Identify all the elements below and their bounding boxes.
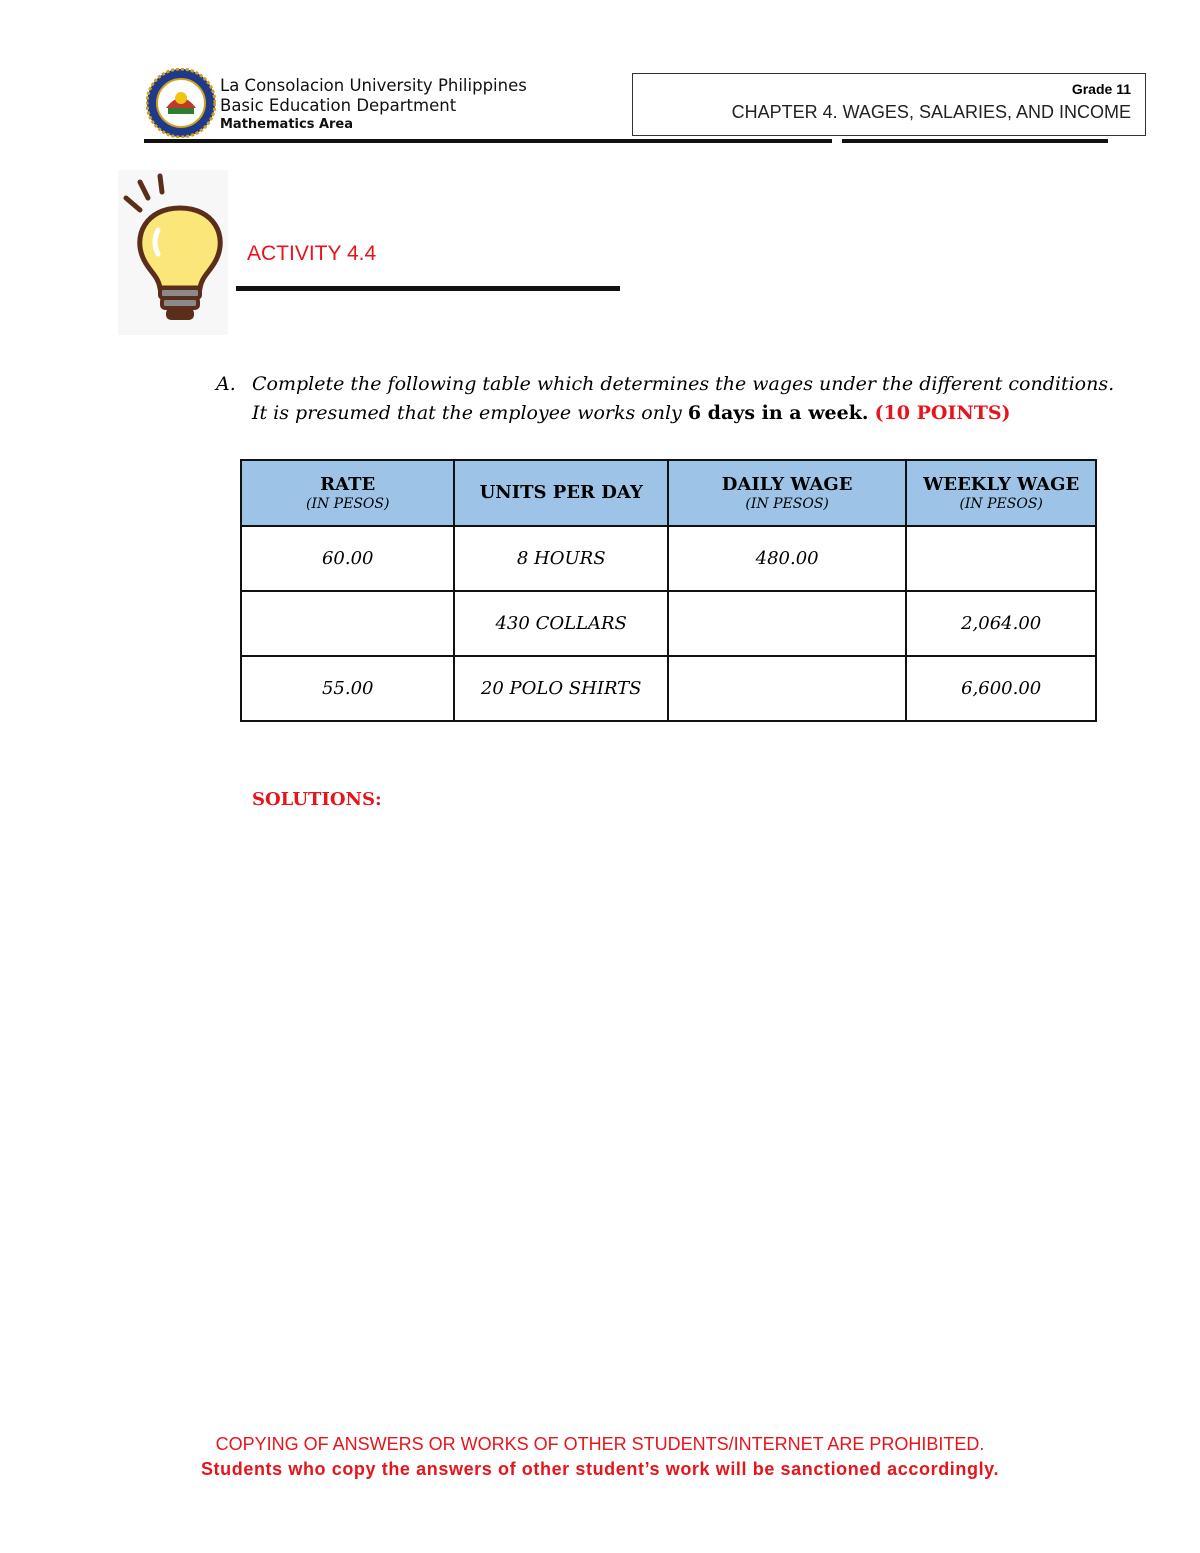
table-header-row [241,460,1096,526]
cell-daily-wage [668,656,906,721]
cell-daily-wage [668,591,906,656]
header-weekly-wage [906,460,1096,526]
cell-weekly-wage: 2,064.00 [906,591,1096,656]
header-daily-wage [668,460,906,526]
header-title: DAILY WAGE [721,474,853,495]
cell-rate: 55.00 [241,656,454,721]
instruction-text-2: It is presumed that the employee works only [252,402,688,424]
header-divider-right [842,139,1108,143]
instructions [216,370,1156,428]
cell-units: 8 HOURS [454,526,668,591]
instruction-line-1 [216,370,1156,399]
school-info [220,76,527,134]
header-rate [241,460,454,526]
header-title: WEEKLY WAGE [923,474,1080,495]
table-row [241,656,1096,721]
header-divider-left [144,139,832,143]
school-name: La Consolacion University Philippines [220,76,527,95]
grade-label: Grade 11 [1071,81,1131,97]
chapter-title: CHAPTER 4. WAGES, SALARIES, AND INCOME [731,102,1131,122]
university-seal-logo [146,68,216,138]
cell-units: 20 POLO SHIRTS [454,656,668,721]
activity-underline [236,286,620,291]
solutions-label: SOLUTIONS: [252,789,382,810]
header-units-per-day [454,460,668,526]
activity-title: ACTIVITY 4.4 [247,242,377,265]
header-title: RATE [320,474,376,495]
header-title: UNITS PER DAY [479,482,643,503]
cell-rate: 60.00 [241,526,454,591]
table-row [241,526,1096,591]
header-subtitle: (IN PESOS) [959,496,1043,512]
footer-warning [0,1432,1200,1482]
cell-units: 430 COLLARS [454,591,668,656]
days-emphasis: 6 days in a week. [687,402,869,424]
header-subtitle: (IN PESOS) [305,496,390,512]
instruction-line-2 [216,399,1156,428]
cell-rate [241,591,454,656]
chapter-header-box [632,73,1146,136]
wages-table [240,459,1097,722]
instruction-text-1: Complete the following table which determines the wages under the different conditions. [252,373,1115,395]
department-name: Basic Education Department [220,96,457,115]
cell-weekly-wage: 6,600.00 [906,656,1096,721]
cell-weekly-wage [906,526,1096,591]
item-letter: A. [216,373,236,395]
subject-area: Mathematics Area [220,117,354,132]
footer-line-2: Students who copy the answers of other student’s work will be sanctioned accordingly. [200,1459,1000,1479]
light-bulb-icon [118,170,228,335]
table-row [241,591,1096,656]
cell-daily-wage: 480.00 [668,526,906,591]
footer-line-1: COPYING OF ANSWERS OR WORKS OF OTHER STUDENTS/INTERNET ARE PROHIBITED. [215,1434,985,1454]
header-subtitle: (IN PESOS) [745,496,829,512]
points-label: (10 POINTS) [874,402,1011,424]
